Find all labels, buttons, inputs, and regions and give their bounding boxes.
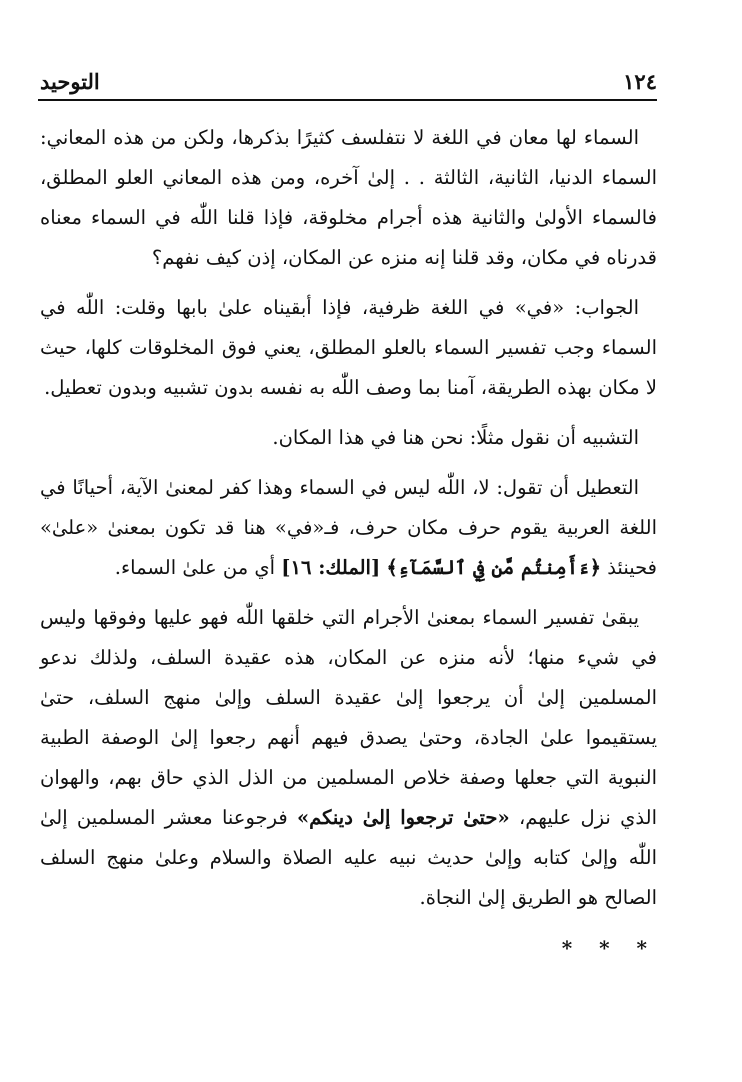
paragraph-5: [40, 598, 657, 918]
quran-verse: ﴿ءَأَمِنتُم مَّن فِي ٱلسَّمَآءِ﴾: [386, 556, 601, 579]
paragraph-5-end: فرجوعنا معشر المسلمين إلىٰ اللّٰه وإلىٰ كتابه وإلىٰ حديث نبيه عليه الصلاة والسلام وعلىٰ منهج السلف الصالح هو الطريق إلىٰ النجاة.: [40, 806, 657, 909]
paragraph-3: التشبيه أن نقول مثلًا: نحن هنا في هذا المكان.: [272, 426, 639, 449]
page-header: [40, 58, 657, 94]
page-number: ١٢٤: [623, 69, 657, 94]
paragraph-4: [40, 468, 657, 588]
chapter-title: التوحيد: [40, 69, 100, 94]
page-body: [40, 118, 657, 978]
section-separator: * * *: [561, 936, 657, 960]
hadith-quote: «حتىٰ ترجعوا إلىٰ دينكم»: [296, 806, 510, 829]
paragraph-4-end: أي من علىٰ السماء.: [114, 556, 282, 579]
paragraph-2: الجواب: «في» في اللغة ظرفية، فإذا أبقيناه علىٰ بابها وقلت: اللّٰه في السماء وجب تفسير السماء بالعلو المطلق، يعني فوق المخلوقات كلها، حيث لا مكان بهذه الطريقة، آمنا بما وصف اللّٰه به نفسه بدون تشبيه وبدون تعطيل.: [40, 296, 657, 399]
paragraph-5-start: يبقىٰ تفسير السماء بمعنىٰ الأجرام التي خلقها اللّٰه فهو عليها وفوقها وليس في شيء منها؛ لأنه منزه عن المكان، هذه عقيدة السلف، ولذلك ندعو المسلمين إلىٰ أن يرجعوا إلىٰ عقيدة السلف وإلىٰ منهج السلف، حتىٰ يستقيموا علىٰ الجادة، وحتىٰ يصدق فيهم أنهم رجعوا إلىٰ الوصفة الطبية النبوية التي جعلها وصفة خلاص المسلمين من الذل الذي حاق بهم، والهوان الذي نزل عليهم،: [40, 606, 657, 829]
paragraph-1: السماء لها معان في اللغة لا نتفلسف كثيرًا بذكرها، ولكن من هذه المعاني: السماء الدنيا، الثانية، الثالثة . . إلىٰ آخره، ومن هذه المعاني العلو المطلق، فالسماء الأولىٰ والثانية هذه أجرام مخلوقة، فإذا قلنا اللّٰه في السماء معناه قدرناه في مكان، وقد قلنا إنه منزه عن المكان، إذن كيف نفهم؟: [40, 126, 657, 269]
paragraph-4-start: التعطيل أن تقول: لا، اللّٰه ليس في السماء وهذا كفر لمعنىٰ الآية، أحيانًا في اللغة العربية يقوم حرف مكان حرف، فـ«في» هنا قد تكون بمعنىٰ «علىٰ» فحينئذ: [40, 476, 657, 579]
verse-reference: [الملك: ١٦]: [281, 556, 381, 579]
header-divider: [38, 99, 657, 101]
